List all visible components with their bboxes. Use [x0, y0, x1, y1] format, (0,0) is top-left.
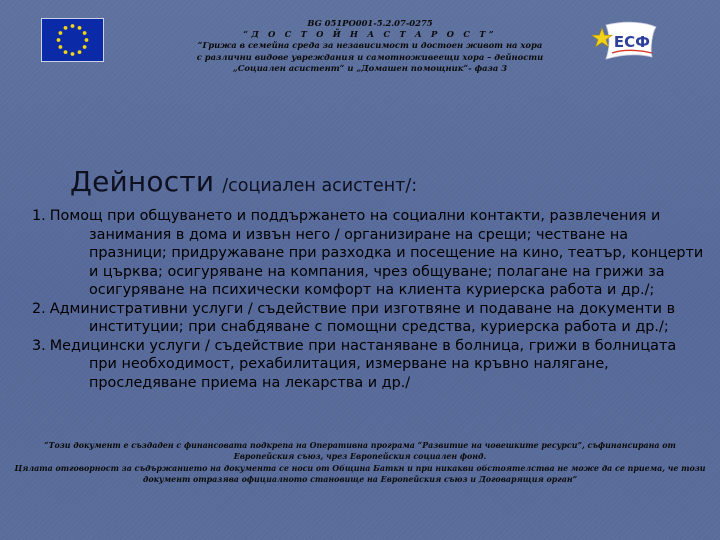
list-item-text: Помощ при общуването и поддържането на социални контакти, развлечения и: [49, 208, 661, 224]
slide-title-sub: /социален асистент/:: [222, 176, 418, 196]
project-subtitle-line-2: с различни видове увреждания и самотноживеещи хора – дейности: [196, 51, 544, 62]
slide-title: [70, 165, 417, 198]
esf-logo-icon: [592, 19, 662, 63]
list-item-text: Медицински услуги / съдействие при настаняване в болница, грижи в болницата: [49, 337, 677, 354]
disclaimer-line-2: Европейския съюз, чрез Европейския социален фонд.: [233, 452, 487, 462]
project-subtitle-line-1: “Грижа в семейна среда за независимост и достоен живот на хора: [197, 40, 543, 51]
list-item: [32, 207, 704, 300]
slide-title-main: Дейности: [70, 165, 215, 198]
project-subtitle-line-3: „Социален асистент“ и „Домашен помощник“- фаза 3: [232, 62, 508, 73]
list-item-text: занимания в дома и извън него / организиране на срещи; честване на: [89, 226, 629, 243]
list-item-text: проследяване приема на лекарства и др./: [89, 374, 411, 391]
list-item: [32, 337, 698, 393]
list-item-text: празници; придружаване при разходка и посещение на кино, театър, концерти: [89, 245, 704, 261]
list-item-text: институции; при снабдяване с помощни средства, куриерска работа и др./;: [89, 319, 669, 335]
esf-logo-text: ЕСФ: [613, 33, 651, 51]
disclaimer-line-4: документ отразява официалното становище на Европейския съюз и Договарящия орган”: [142, 475, 578, 485]
list-item-text: и църква; осигуряване на компания, чрез общуване; полагане на грижи за: [89, 263, 665, 280]
list-item-number: 3.: [32, 337, 46, 354]
list-item-number: 1.: [32, 208, 46, 224]
project-name: “Д О С Т О Й Н А С Т А Р О С Т”: [243, 29, 497, 40]
list-item: [32, 300, 698, 337]
list-item-text: Административни услуги / съдействие при изготвяне и подаване на документи в: [49, 300, 676, 317]
disclaimer-line-1: “Този документ е създаден с финансовата подкрепа на Оперативна програма “Развитие на човешките ресурси”, съфинансирана от: [44, 441, 676, 450]
list-item-text: осигуряване на психически комфорт на клиента куриерска работа и др./;: [89, 282, 655, 298]
activities-list: [32, 207, 704, 392]
list-item-text: при необходимост, рехабилитация, измерване на кръвно налягане,: [89, 356, 609, 372]
project-code: BG 051PO001-5.2.07-0275: [307, 18, 433, 28]
eu-flag-icon: [41, 18, 104, 62]
document-header: [170, 18, 570, 74]
list-item-number: 2.: [32, 300, 46, 317]
disclaimer-line-3: Цялата отговорност за съдържанието на документа се носи от Община Баткн и при никакви обстоятелства не може да се приема, че този: [14, 463, 706, 473]
funding-disclaimer: [0, 440, 720, 486]
